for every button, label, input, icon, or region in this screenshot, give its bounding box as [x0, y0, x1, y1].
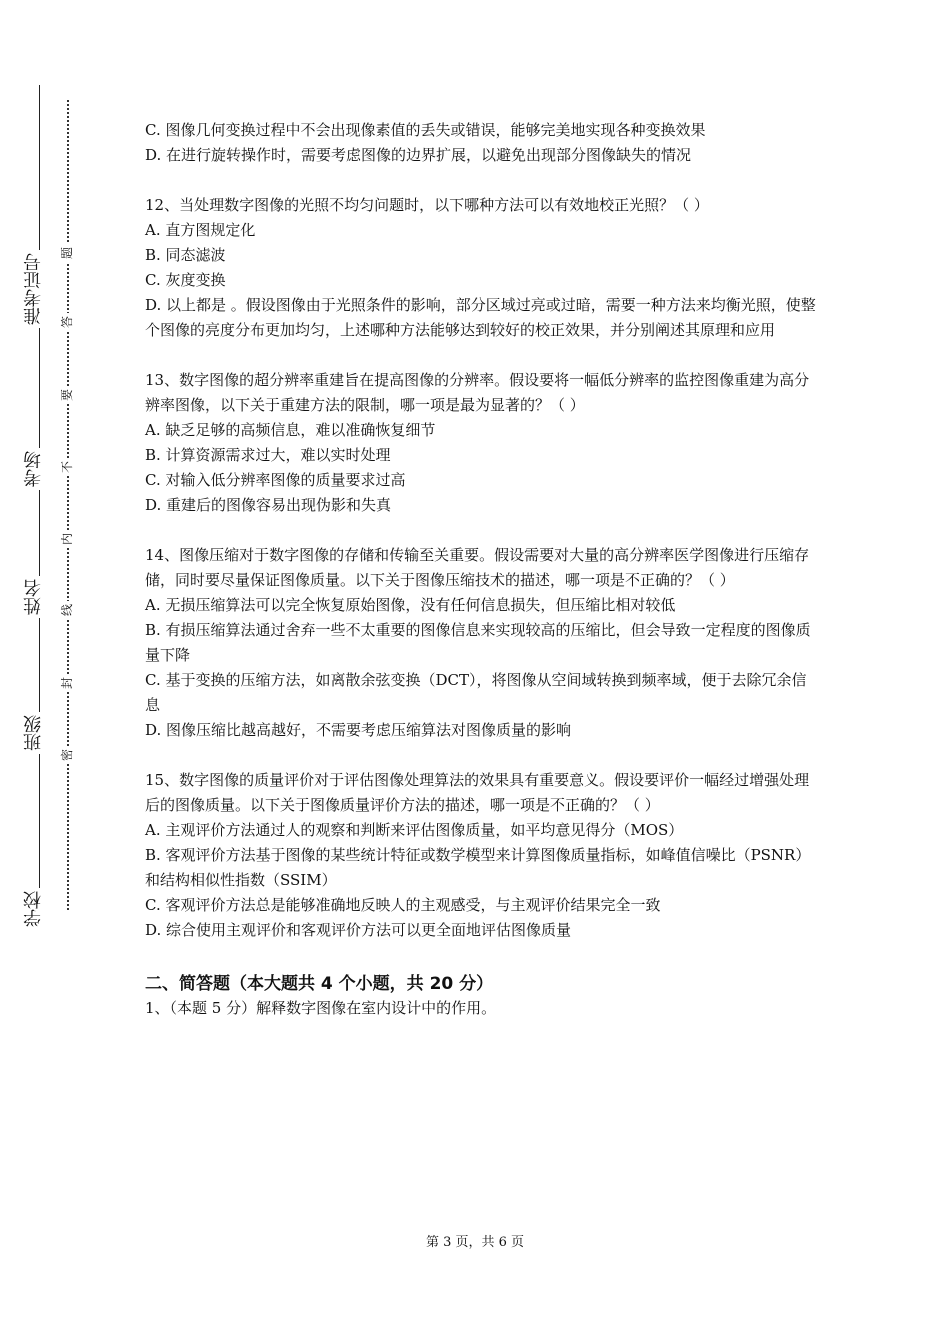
exam-content: [145, 118, 820, 1021]
page-number: 第 3 页，共 6 页: [425, 1235, 525, 1250]
short-answer-question-1: 1、（本题 5 分）解释数字图像在室内设计中的作用。: [145, 999, 497, 1017]
option-d: D. 图像压缩比越高越好，不需要考虑压缩算法对图像质量的影响: [145, 721, 572, 739]
exam-room-label: 考场: [23, 448, 57, 490]
question-11-tail: [145, 118, 820, 168]
seal-char: 答: [58, 313, 76, 331]
seal-char: 线: [58, 601, 76, 619]
seal-char: 封: [58, 674, 76, 692]
school-label: 学校: [23, 888, 57, 930]
option-a: A. 主观评价方法通过人的观察和判断来评估图像质量，如平均意见得分（MOS）: [145, 821, 684, 839]
exam-id-label: 准考证号: [23, 250, 57, 328]
option-d: D. 在进行旋转操作时，需要考虑图像的边界扩展，以避免出现部分图像缺失的情况: [145, 146, 692, 164]
question-stem: 14、图像压缩对于数字图像的存储和传输至关重要。假设需要对大量的高分辨率医学图像进行压缩存储，同时要尽量保证图像质量。以下关于图像压缩技术的描述，哪一项是不正确的？（ ）: [145, 546, 810, 589]
question-stem: 15、数字图像的质量评价对于评估图像处理算法的效果具有重要意义。假设要评价一幅经过增强处理后的图像质量。以下关于图像质量评价方法的描述，哪一项是不正确的？（ ）: [145, 771, 810, 814]
option-b: B. 同态滤波: [145, 246, 226, 264]
question-stem: 12、当处理数字图像的光照不均匀问题时，以下哪种方法可以有效地校正光照？（ ）: [145, 196, 709, 214]
question-15: [145, 768, 820, 943]
question-12: [145, 193, 820, 343]
option-c: C. 基于变换的压缩方法，如离散余弦变换（DCT），将图像从空间域转换到频率域，便于去除冗余信息: [145, 671, 807, 714]
seal-char: 要: [58, 386, 76, 404]
question-stem: 13、数字图像的超分辨率重建旨在提高图像的分辨率。假设要将一幅低分辨率的监控图像重建为高分辨率图像，以下关于重建方法的限制，哪一项是最为显著的？（ ）: [145, 371, 810, 414]
option-c: C. 灰度变换: [145, 271, 226, 289]
binding-solid-line: [39, 85, 40, 925]
binding-dotted-line: [67, 100, 69, 910]
option-b: B. 客观评价方法基于图像的某些统计特征或数学模型来计算图像质量指标，如峰值信噪比（PSNR）和结构相似性指数（SSIM）: [145, 846, 811, 889]
option-c: C. 对输入低分辨率图像的质量要求过高: [145, 471, 406, 489]
class-label: 班级: [23, 712, 57, 754]
option-a: A. 缺乏足够的高频信息，难以准确恢复细节: [145, 421, 436, 439]
option-d: D. 综合使用主观评价和客观评价方法可以更全面地评估图像质量: [145, 921, 572, 939]
option-a: A. 无损压缩算法可以完全恢复原始图像，没有任何信息损失，但压缩比相对较低: [145, 596, 676, 614]
option-c: C. 图像几何变换过程中不会出现像素值的丢失或错误，能够完美地实现各种变换效果: [145, 121, 706, 139]
binding-margin: [0, 0, 120, 1344]
option-d: D. 以上都是 。假设图像由于光照条件的影响，部分区域过亮或过暗，需要一种方法来均衡光照，使整个图像的亮度分布更加均匀，上述哪种方法能够达到较好的校正效果，并分别阐述其原理和应用: [145, 296, 816, 339]
name-label: 姓名: [23, 576, 57, 618]
seal-char: 不: [58, 458, 76, 476]
section-title: 二、简答题（本大题共 4 个小题，共 20 分）: [145, 974, 494, 994]
question-13: [145, 368, 820, 518]
question-14: [145, 543, 820, 743]
option-b: B. 计算资源需求过大，难以实时处理: [145, 446, 391, 464]
seal-char: 题: [58, 244, 76, 262]
option-a: A. 直方图规定化: [145, 221, 256, 239]
option-b: B. 有损压缩算法通过舍弃一些不太重要的图像信息来实现较高的压缩比，但会导致一定程度的图像质量下降: [145, 621, 811, 664]
seal-char: 内: [58, 530, 76, 548]
seal-char: 密: [58, 746, 76, 764]
option-d: D. 重建后的图像容易出现伪影和失真: [145, 496, 392, 514]
option-c: C. 客观评价方法总是能够准确地反映人的主观感受，与主观评价结果完全一致: [145, 896, 661, 914]
